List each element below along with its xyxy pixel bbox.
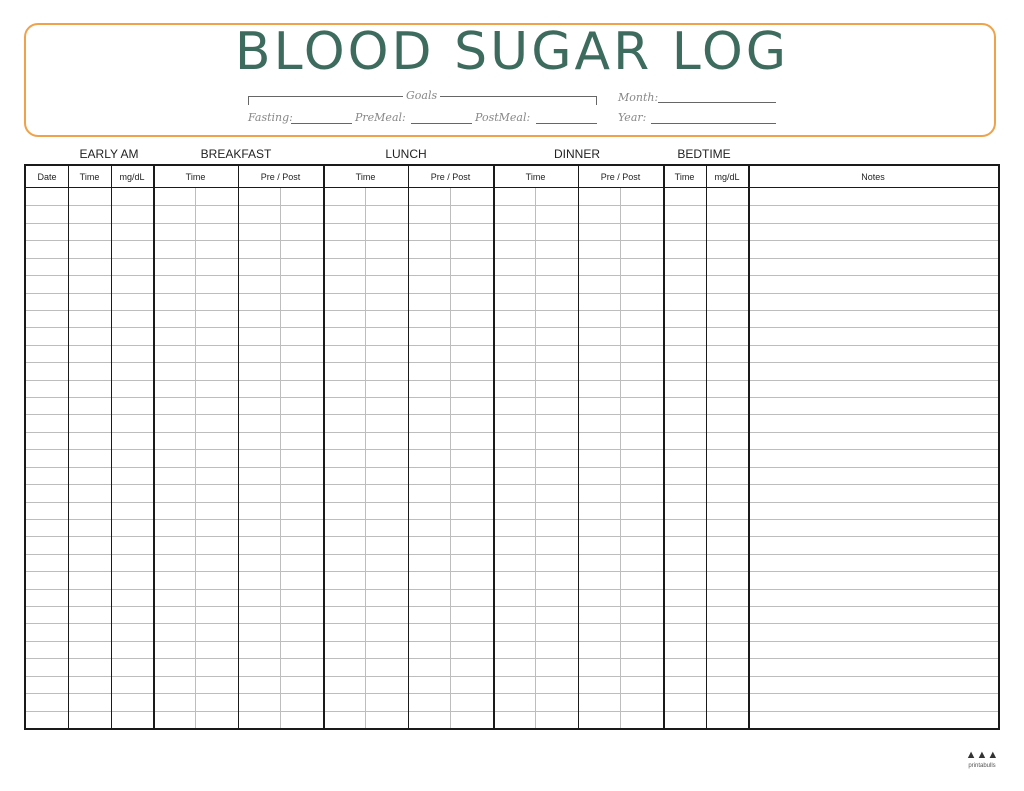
goals-label: Goals xyxy=(403,89,440,102)
printabulls-logo-icon: ▲▲▲ xyxy=(965,749,999,761)
row-line xyxy=(26,223,998,224)
section-headers xyxy=(0,147,1024,161)
column-divider xyxy=(408,166,409,728)
row-line xyxy=(26,327,998,328)
col-header-bedtime-time: Time xyxy=(674,172,695,182)
row-line xyxy=(26,484,998,485)
month-label: Month: xyxy=(618,91,659,104)
month-field[interactable] xyxy=(658,102,776,103)
col-header-notes: Notes xyxy=(861,172,885,182)
row-line xyxy=(26,658,998,659)
premeal-label: PreMeal: xyxy=(355,111,406,124)
row-line xyxy=(26,310,998,311)
column-divider xyxy=(365,188,366,728)
header-divider xyxy=(26,187,998,188)
row-line xyxy=(26,502,998,503)
row-line xyxy=(26,623,998,624)
row-line xyxy=(26,589,998,590)
col-header-bedtime-mgdl: mg/dL xyxy=(714,172,740,182)
col-header-lunch-prepost: Pre / Post xyxy=(430,172,471,182)
section-bedtime: BEDTIME xyxy=(677,147,731,161)
row-line xyxy=(26,571,998,572)
col-header-lunch-time: Time xyxy=(355,172,376,182)
column-divider xyxy=(238,166,239,728)
column-divider xyxy=(620,188,621,728)
fasting-field[interactable] xyxy=(291,123,352,124)
column-divider xyxy=(493,166,495,728)
row-line xyxy=(26,641,998,642)
row-line xyxy=(26,414,998,415)
row-line xyxy=(26,554,998,555)
column-divider xyxy=(280,188,281,728)
column-divider xyxy=(111,166,112,728)
year-label: Year: xyxy=(618,111,647,124)
row-line xyxy=(26,432,998,433)
col-header-breakfast-time: Time xyxy=(185,172,206,182)
column-divider xyxy=(68,166,69,728)
column-divider xyxy=(450,188,451,728)
row-line xyxy=(26,467,998,468)
row-line xyxy=(26,345,998,346)
year-field[interactable] xyxy=(651,123,776,124)
column-divider xyxy=(535,188,536,728)
section-early-am: EARLY AM xyxy=(79,147,139,161)
row-line xyxy=(26,449,998,450)
row-line xyxy=(26,606,998,607)
column-divider xyxy=(748,166,750,728)
col-header-early-mgdl: mg/dL xyxy=(119,172,145,182)
column-divider xyxy=(195,188,196,728)
row-line xyxy=(26,362,998,363)
row-line xyxy=(26,293,998,294)
column-divider xyxy=(706,166,707,728)
column-divider xyxy=(323,166,325,728)
postmeal-label: PostMeal: xyxy=(475,111,531,124)
postmeal-field[interactable] xyxy=(536,123,597,124)
row-line xyxy=(26,205,998,206)
row-line xyxy=(26,397,998,398)
row-line xyxy=(26,693,998,694)
section-breakfast: BREAKFAST xyxy=(200,147,272,161)
col-header-breakfast-prepost: Pre / Post xyxy=(260,172,301,182)
row-line xyxy=(26,240,998,241)
section-lunch: LUNCH xyxy=(385,147,427,161)
fasting-label: Fasting: xyxy=(248,111,293,124)
column-divider xyxy=(663,166,665,728)
brand-text: printabulls xyxy=(968,763,996,769)
brand-logo xyxy=(964,750,1000,769)
column-divider xyxy=(578,166,579,728)
premeal-field[interactable] xyxy=(411,123,472,124)
row-line xyxy=(26,536,998,537)
page-title: BLOOD SUGAR LOG xyxy=(234,22,790,82)
log-table xyxy=(24,164,1000,730)
row-line xyxy=(26,676,998,677)
col-header-date: Date xyxy=(37,172,57,182)
row-line xyxy=(26,275,998,276)
col-header-early-time: Time xyxy=(79,172,100,182)
column-divider xyxy=(153,166,155,728)
row-line xyxy=(26,380,998,381)
col-header-dinner-time: Time xyxy=(525,172,546,182)
row-line xyxy=(26,711,998,712)
row-line xyxy=(26,519,998,520)
row-line xyxy=(26,258,998,259)
col-header-dinner-prepost: Pre / Post xyxy=(600,172,641,182)
section-dinner: DINNER xyxy=(553,147,601,161)
